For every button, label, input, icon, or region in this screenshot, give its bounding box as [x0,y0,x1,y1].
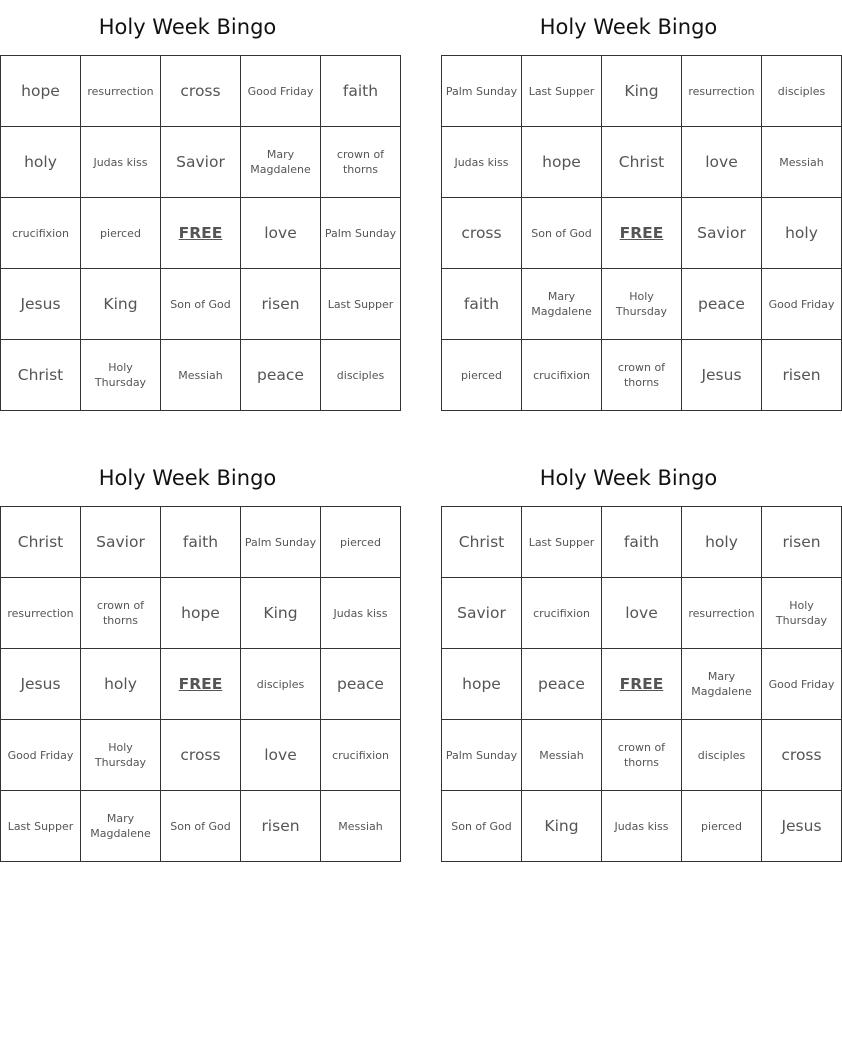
bingo-cell: Christ [1,507,81,578]
free-space: FREE [161,649,241,720]
bingo-cell: resurrection [682,56,762,127]
bingo-cell: King [81,269,161,340]
grid-row [442,507,842,578]
card-title: Holy Week Bingo [98,15,277,39]
grid-row [442,56,842,127]
free-space: FREE [602,198,682,269]
bingo-cell: disciples [682,720,762,791]
bingo-cell: Jesus [1,269,81,340]
grid-row [442,649,842,720]
card-title: Holy Week Bingo [98,466,277,490]
bingo-grid [441,55,842,411]
bingo-cell: Son of God [161,269,241,340]
bingo-cell: Savior [682,198,762,269]
bingo-cell: Last Supper [522,56,602,127]
bingo-cell: crown of thorns [602,340,682,411]
grid-row [1,720,401,791]
bingo-cell: love [241,198,321,269]
bingo-cell: hope [442,649,522,720]
bingo-cell: hope [1,56,81,127]
bingo-cell: love [602,578,682,649]
bingo-cell: Good Friday [762,649,842,720]
bingo-cell: crown of thorns [602,720,682,791]
bingo-cell: King [522,791,602,862]
grid-row [442,340,842,411]
bingo-cell: risen [762,507,842,578]
bingo-grid [0,55,401,411]
grid-row [442,127,842,198]
bingo-cell: Judas kiss [442,127,522,198]
bingo-cell: King [241,578,321,649]
bingo-cell: Christ [442,507,522,578]
grid-row [1,649,401,720]
bingo-cell: holy [682,507,762,578]
grid-row [1,56,401,127]
grid-row [1,507,401,578]
bingo-cell: Judas kiss [81,127,161,198]
bingo-cell: Savior [161,127,241,198]
bingo-cell: Last Supper [522,507,602,578]
bingo-cell: Christ [1,340,81,411]
bingo-cell: crucifixion [321,720,401,791]
grid-row [1,127,401,198]
bingo-cell: Palm Sunday [442,720,522,791]
bingo-cell: risen [241,269,321,340]
bingo-cell: cross [762,720,842,791]
bingo-cell: Mary Magdalene [241,127,321,198]
free-space: FREE [602,649,682,720]
bingo-cell: cross [161,720,241,791]
bingo-cell: Messiah [762,127,842,198]
bingo-cell: Judas kiss [321,578,401,649]
bingo-cell: Savior [81,507,161,578]
bingo-cell: cross [161,56,241,127]
bingo-cell: disciples [321,340,401,411]
grid-row [442,269,842,340]
bingo-grid [0,506,401,862]
bingo-cell: pierced [442,340,522,411]
grid-row [442,791,842,862]
bingo-cell: Christ [602,127,682,198]
bingo-cell: Holy Thursday [81,340,161,411]
bingo-cell: faith [161,507,241,578]
bingo-cell: pierced [321,507,401,578]
bingo-cell: Mary Magdalene [81,791,161,862]
grid-row [442,198,842,269]
card-title: Holy Week Bingo [539,466,718,490]
grid-row [1,340,401,411]
grid-row [442,720,842,791]
bingo-cell: holy [1,127,81,198]
bingo-cell: risen [241,791,321,862]
bingo-cell: Last Supper [1,791,81,862]
bingo-cell: Son of God [161,791,241,862]
bingo-cell: Last Supper [321,269,401,340]
bingo-cell: resurrection [1,578,81,649]
bingo-cell: Good Friday [1,720,81,791]
bingo-cell: Messiah [321,791,401,862]
bingo-cell: peace [522,649,602,720]
bingo-cell: Jesus [1,649,81,720]
bingo-cell: Jesus [682,340,762,411]
bingo-cell: Messiah [161,340,241,411]
bingo-cell: peace [321,649,401,720]
bingo-cell: pierced [682,791,762,862]
bingo-cell: peace [682,269,762,340]
bingo-cell: pierced [81,198,161,269]
bingo-cell: cross [442,198,522,269]
bingo-cell: Holy Thursday [602,269,682,340]
bingo-cell: holy [762,198,842,269]
bingo-cell: King [602,56,682,127]
grid-row [442,578,842,649]
bingo-cell: love [682,127,762,198]
bingo-cell: disciples [241,649,321,720]
bingo-cell: Good Friday [241,56,321,127]
bingo-cell: crucifixion [1,198,81,269]
bingo-cell: faith [442,269,522,340]
bingo-cell: Son of God [522,198,602,269]
bingo-cell: Savior [442,578,522,649]
bingo-cell: faith [321,56,401,127]
bingo-cell: Palm Sunday [321,198,401,269]
grid-row [1,198,401,269]
bingo-cell: Son of God [442,791,522,862]
grid-row [1,578,401,649]
bingo-cell: crucifixion [522,340,602,411]
bingo-cell: crown of thorns [321,127,401,198]
bingo-cell: resurrection [682,578,762,649]
bingo-grid [441,506,842,862]
bingo-cell: Palm Sunday [241,507,321,578]
bingo-cell: faith [602,507,682,578]
bingo-cell: Good Friday [762,269,842,340]
bingo-cell: Jesus [762,791,842,862]
grid-row [1,791,401,862]
bingo-cell: Mary Magdalene [522,269,602,340]
bingo-cell: Holy Thursday [762,578,842,649]
grid-row [1,269,401,340]
bingo-cell: disciples [762,56,842,127]
bingo-cell: crucifixion [522,578,602,649]
bingo-cell: crown of thorns [81,578,161,649]
bingo-cell: holy [81,649,161,720]
bingo-cell: resurrection [81,56,161,127]
bingo-cell: peace [241,340,321,411]
bingo-cell: hope [161,578,241,649]
card-title: Holy Week Bingo [539,15,718,39]
bingo-cell: risen [762,340,842,411]
bingo-cell: Holy Thursday [81,720,161,791]
bingo-cell: love [241,720,321,791]
bingo-cell: Judas kiss [602,791,682,862]
bingo-cell: Palm Sunday [442,56,522,127]
bingo-cell: Messiah [522,720,602,791]
bingo-cell: Mary Magdalene [682,649,762,720]
free-space: FREE [161,198,241,269]
bingo-cell: hope [522,127,602,198]
